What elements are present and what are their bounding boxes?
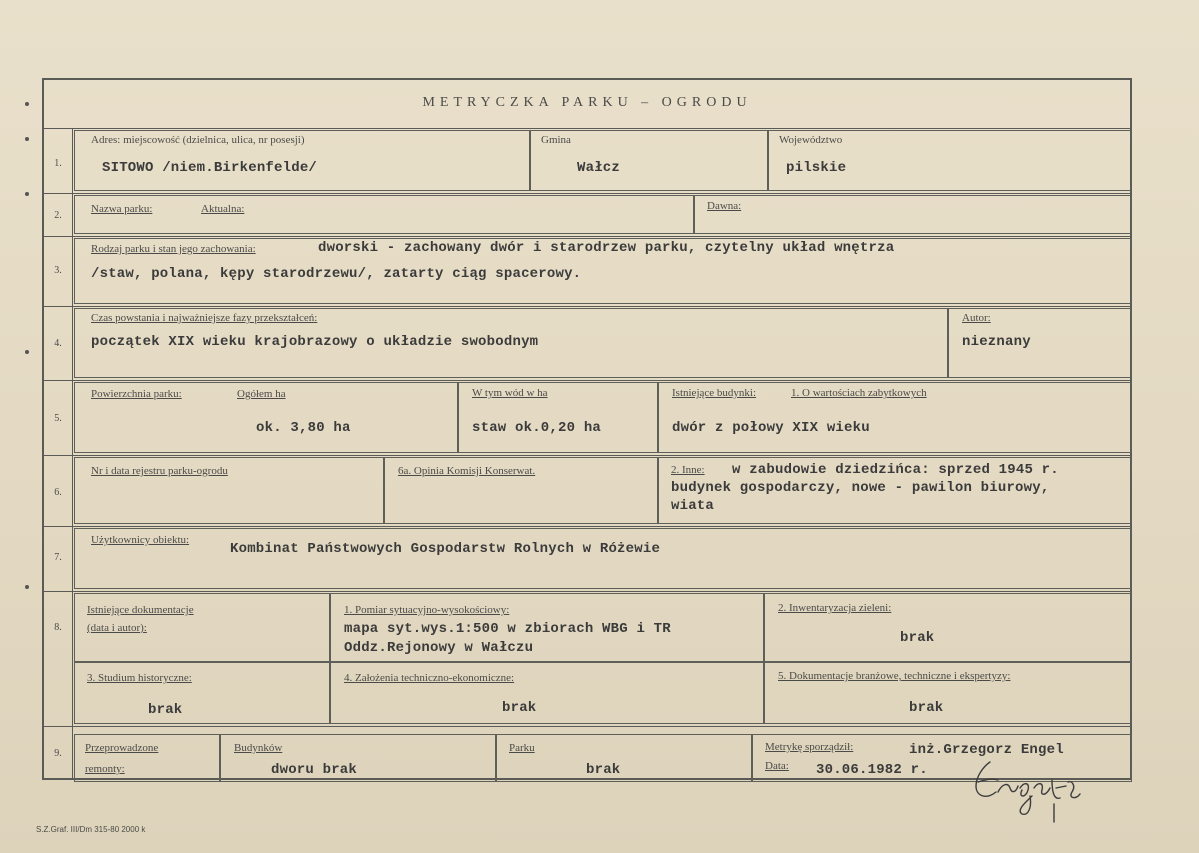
- form-title: METRYCZKA PARKU – OGRODU: [422, 95, 752, 110]
- date-label: Data:: [765, 760, 789, 772]
- form-frame: [42, 78, 1132, 780]
- row-number: 7.: [54, 552, 62, 563]
- park-type-line-2: /staw, polana, kępy starodrzewu/, zatarty ciąg spacerowy.: [91, 266, 582, 282]
- divider: [44, 726, 1130, 727]
- signature: [968, 752, 1098, 824]
- divider: [44, 591, 1130, 592]
- former-name-label: Dawna:: [707, 200, 742, 212]
- tech-econ-value: brak: [502, 700, 537, 716]
- park-type-line-1: dworski - zachowany dwór i starodrzew parku, czytelny układ wnętrza: [318, 240, 895, 256]
- greenery-value: brak: [900, 630, 935, 646]
- water-label: W tym wód w ha: [472, 387, 548, 399]
- buildings-historic-value: dwór z połowy XIX wieku: [672, 420, 870, 436]
- historic-study-value: brak: [148, 702, 183, 718]
- users-cell: [74, 528, 1132, 589]
- row-number: 9.: [54, 748, 62, 759]
- buildings-historic-label: 1. O wartościach zabytkowych: [791, 387, 927, 399]
- register-label: Nr i data rejestru parku-ogrodu: [91, 465, 228, 477]
- users-label: Użytkownicy obiektu:: [91, 534, 190, 546]
- park-name-cell: [74, 195, 694, 234]
- users-value: Kombinat Państwowych Gospodarstw Rolnych w Różewie: [230, 541, 661, 557]
- divider: [44, 236, 1130, 237]
- punch-mark: [25, 102, 29, 106]
- other-buildings-line-1: w zabudowie dziedzińca: sprzed 1945 r.: [732, 462, 1059, 478]
- punch-mark: [25, 137, 29, 141]
- row-number: 4.: [54, 338, 62, 349]
- expertise-label: 5. Dokumentacje branżowe, techniczne i ekspertyzy:: [778, 670, 1011, 682]
- row-number: 6.: [54, 487, 62, 498]
- historic-study-label: 3. Studium historyczne:: [87, 672, 192, 684]
- row-number: 2.: [54, 210, 62, 221]
- park-type-label: Rodzaj parku i stan jego zachowania:: [91, 243, 256, 255]
- survey-line-1: mapa syt.wys.1:500 w zbiorach WBG i TR: [344, 621, 671, 637]
- row-number: 1.: [54, 158, 62, 169]
- gmina-value: Wałcz: [577, 160, 621, 176]
- divider: [44, 526, 1130, 527]
- other-buildings-line-3: wiata: [671, 498, 715, 514]
- divider: [44, 380, 1130, 381]
- row-number-column: [44, 128, 73, 778]
- punch-mark: [25, 192, 29, 196]
- divider: [44, 455, 1130, 456]
- divider: [44, 128, 1130, 129]
- punch-mark: [25, 350, 29, 354]
- voivodeship-value: pilskie: [786, 160, 847, 176]
- author-label: Autor:: [962, 312, 991, 324]
- area-total-value: ok. 3,80 ha: [256, 420, 351, 436]
- area-label: Powierzchnia parku:: [91, 388, 182, 400]
- current-name-label: Aktualna:: [201, 203, 245, 215]
- renovations-sublabel: remonty:: [85, 763, 125, 775]
- expertise-value: brak: [909, 700, 944, 716]
- prepared-by-label: Metrykę sporządził:: [765, 741, 854, 753]
- opinion-label: 6a. Opinia Komisji Konserwat.: [398, 465, 536, 477]
- divider: [44, 306, 1130, 307]
- divider: [44, 193, 1130, 194]
- row-number: 3.: [54, 265, 62, 276]
- water-value: staw ok.0,20 ha: [472, 420, 602, 436]
- area-total-label: Ogółem ha: [237, 388, 286, 400]
- origin-value: początek XIX wieku krajobrazowy o układzie swobodnym: [91, 334, 539, 350]
- documentation-sublabel: (data i autor):: [87, 622, 147, 634]
- greenery-label: 2. Inwentaryzacja zieleni:: [778, 602, 892, 614]
- renovation-buildings-label: Budynków: [234, 742, 283, 754]
- renovations-label: Przeprowadzone: [85, 742, 159, 754]
- row-number: 5.: [54, 413, 62, 424]
- survey-line-2: Oddz.Rejonowy w Wałczu: [344, 640, 534, 656]
- buildings-label: Istniejące budynki:: [672, 387, 757, 399]
- gmina-label: Gmina: [541, 134, 571, 146]
- survey-label: 1. Pomiar sytuacyjno-wysokościowy:: [344, 604, 510, 616]
- documentation-label: Istniejące dokumentacje: [87, 604, 194, 616]
- prepared-by-value: inż.Grzegorz Engel: [909, 742, 1064, 758]
- address-value: SITOWO /niem.Birkenfelde/: [102, 160, 318, 176]
- voivodeship-label: Województwo: [779, 134, 843, 146]
- renovation-buildings-value: dworu brak: [271, 762, 358, 778]
- tech-econ-label: 4. Założenia techniczno-ekonomiczne:: [344, 672, 515, 684]
- other-buildings-line-2: budynek gospodarczy, nowe - pawilon biurowy,: [671, 480, 1050, 496]
- former-name-cell: [694, 195, 1132, 234]
- author-value: nieznany: [962, 334, 1031, 350]
- date-value: 30.06.1982 r.: [816, 762, 928, 778]
- other-buildings-label: 2. Inne:: [671, 464, 705, 476]
- park-name-label: Nazwa parku:: [91, 203, 153, 215]
- row-number: 8.: [54, 622, 62, 633]
- origin-label: Czas powstania i najważniejsze fazy przekształceń:: [91, 312, 318, 324]
- renovation-park-value: brak: [586, 762, 621, 778]
- form-footer-code: S.Z.Graf. III/Dm 315-80 2000 k: [36, 825, 146, 834]
- punch-mark: [25, 585, 29, 589]
- renovation-park-label: Parku: [509, 742, 535, 754]
- address-label: Adres: miejscowość (dzielnica, ulica, nr posesji): [91, 134, 305, 146]
